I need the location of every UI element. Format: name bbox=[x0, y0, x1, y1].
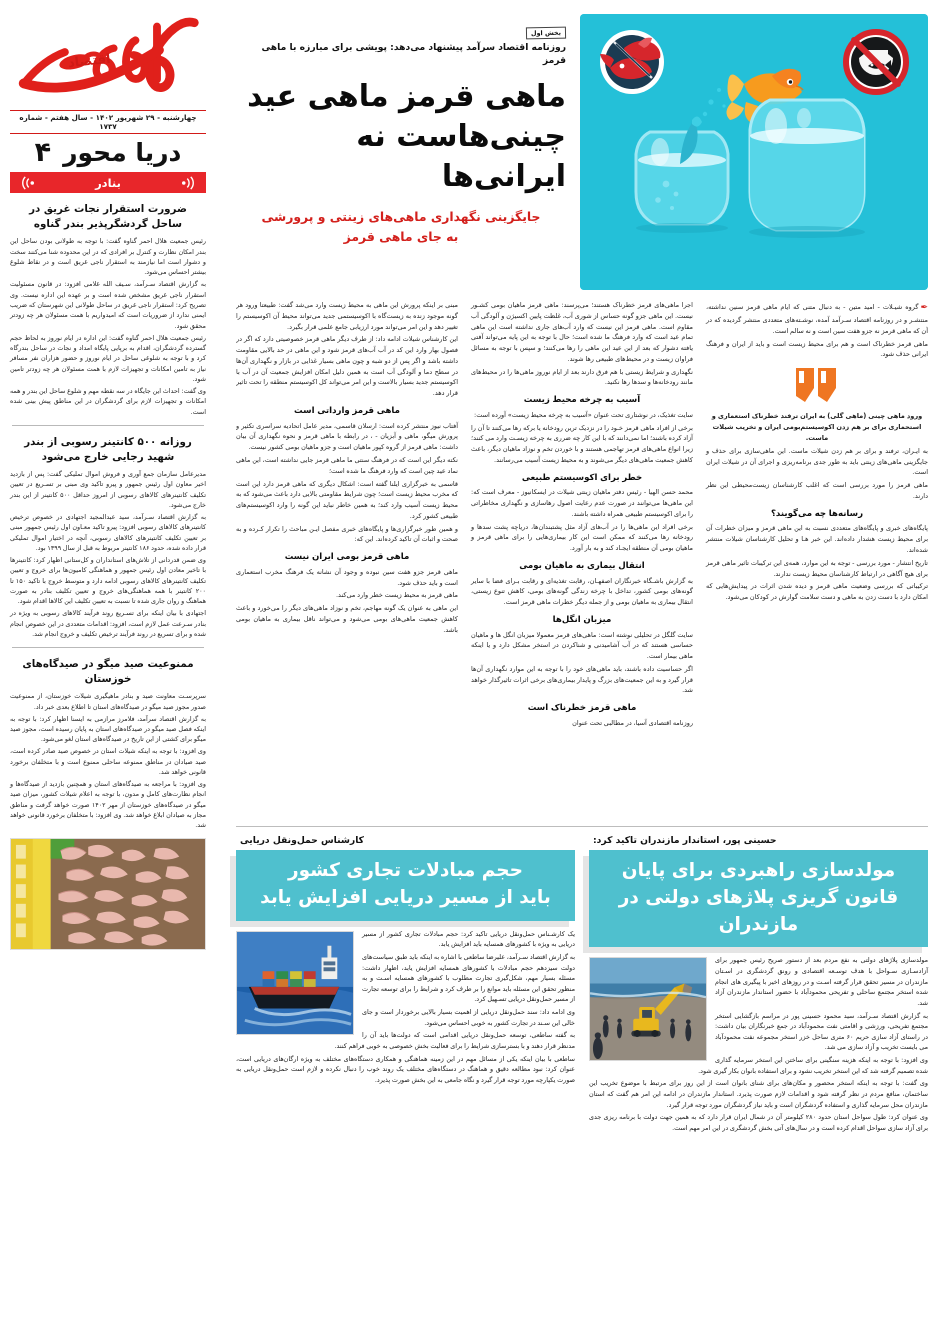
paragraph: محمد حسن الهیا - رئیس دفتر ماهیان زینتی شیلات در ایسکانیوز - معرف است که: این ماهی‌ها می‌توانند در صورت عدم رعایت اصول رهاسازی و نگهداری مخاطراتی را برای اکوسیستم طبیعی همراه داشته باشند. bbox=[471, 488, 693, 518]
paragraph: ماهی قرمز خطرناک است و هم برای محیط زیست است و باید از ایران و فرهنگ ایرانی حذف شود. bbox=[706, 339, 928, 359]
paragraph: برخی از افراد ماهی قرمز خـود را در نزدیک ترین رودخانه یا برکه رها می‌کنند تا آن را آزاد کرده باشند؛ اما نمی‌دانند که با این کار چه ضرری به چرخه زیسـت وارد می کنند؛ زیرا انواع ماهی‌های قرمز تهاجمی هستند و با خوردن تخم و نوزاد ماهیان دیگر، باعث کاهش جمعیت ماهی‌های دیگر می‌شوند و به محیط زیست آسیب می‌رسانند. bbox=[471, 423, 693, 464]
mazandaran-kicker: حسینی پور، استاندار مازندران تاکید کرد: bbox=[593, 835, 777, 846]
sidebar-column bbox=[0, 0, 218, 1333]
paragraph: وی ادامه داد: سند حمل‌ونقل دریایی از اهمیت بسیار بالایی برخوردار است و جای خالی این سـند در تجارت کشور به خوبی احساس می‌شود. bbox=[362, 1008, 575, 1027]
subhead-dangerous-fish: ماهی قرمز خطرناک است bbox=[527, 703, 637, 714]
paragraph: نکته دیگر این است که در فرهنگ سنتی ما ماهی قرمز جایی نداشته است، این ماهی نماد عید چین است که وارد فرهنگ ما شده است؛ bbox=[236, 455, 458, 475]
sidebar-article-3-headline bbox=[10, 657, 206, 687]
paragraph: ماهی قرمز جزو هفت سین نبوده و وجود آن نشانه یک فرهنگ مخرب استعماری است و باید حذف شود. bbox=[236, 567, 458, 587]
paragraph: برخی افراد این ماهی‌ها را در آب‌های آزاد مثل پشتبندان‌ها، دریاچه پشت سدها و رودخانه رها می‌کنند که ممکن است این کار بیماری‌هایی را برای ماهی قرمز و ماهیان بومی آن منطقه ایجـاد کند و به بار آورد. bbox=[471, 522, 693, 553]
subhead-mahi-varedati: ماهی قرمز وارداتی است bbox=[294, 406, 400, 417]
paragraph: وی ضمن قدردانی از تلاش‌های استانداران و کل‌ستانی اظهار کرد: کانتینرها با تاخیر معادن اول رئیس جمهور و هماهنگی کامیون‌ها برای خروج و تعیین تکلیف کانتینرهای کالاهای رسوبی ادامه دارد و متوسط خروج با تاکید ۱۵۰ تا ۲۰۰ کانتینر با همه هماهنگی‌های خروج و تعیین تکلیف بنادر به صورت هماهنگ و روان جاری شده تا نسبت به تعیین تکلیف این کالاها اقدام شود. bbox=[10, 555, 206, 606]
paragraph: به گزارش اقتصاد سـرآمد، سید محمود حسینی پور در مراسم بازگشایی استخر مجتمع تفریحی، ورزشی و اقامتی نفت محمودآباد در جمع خبرنگاران بیان داشت: در راستای آزاد سازی حریم ۶۰ متری ساحل خزر استخر مجموعه نفت محمودآباد می بایست تخریب و آزاد سازی می شد. bbox=[715, 1011, 928, 1052]
quote-mark-icon bbox=[794, 366, 840, 406]
paragraph-text: گروه شیـلات - امید متین - به دنبال متنی که ایام ماهی قرمز سنین نداشته، منتشـر و در روزنامه اقتصاد سـرآمد آمده، نوشـته‌های متعددی منتشر گردیده که در آن که ماهی قرمز نه جزو هفت سین است و نه سالم است. bbox=[706, 303, 928, 335]
paragraph: به ایـران، ترفند و برای بر هم زدن شیلات ماست. این ماهی‌سازی برای حذف و جایگزینی ماهی‌های زینتی باید به طور جدی برنامه‌ریزی و اجرای آن در شیلات ایران است. bbox=[706, 446, 928, 477]
paragraph: وی افزود: با توجه به اینکه هزینه سنگینی برای ساختن این استخر سرمایه گذاری شده تصمیم گرفته شد که این استخر تخریب نشود و برای استفاده بانوان بکار گیری شود. bbox=[698, 1056, 928, 1075]
mazandaran-body bbox=[589, 955, 928, 1135]
paragraph: به گزارش اقتصاد سـرآمد، سـیف الله غلامی افزود: در قانون مسئولیت استقرار ناجی غریق مشخص شده است و بر عهده این اداره نیست. وی تصریح کرد: استقرار ناجی غریق در ساحل طولانی این شهرستان که ضریب ایمنی ندارد از ضروریات است که امیدواریم با همت مسئولان هر چه زودتر محقق شود. bbox=[10, 280, 206, 330]
paragraph: به گزارش اقتصاد سـرآمد، سید عبدالمجید اجتهادی در خصوص ترخیص کانتینرهای کالاهای رسوبی افزود: پیرو تاکید معـاون اول رئیس جمهور مبنی بر تعیین تکلیف کانتینرهای کالاهای رسوبی، آنچه در اختیار اموال تملیکی قرار داده شده، حدود ۱۸۶ کانتینر مربوط به قبل از سال ۱۳۹۹ بود. bbox=[10, 512, 206, 553]
paragraph: وی گفت: احداث این جایگاه در سه نقطه مهم و شلوغ ساحل این بندر و همه امکانات و تجهیزات لازم برای گردشگران در این مناطق پیش بینی شده است. bbox=[10, 386, 206, 416]
page-number: ۴ bbox=[34, 137, 52, 169]
part-badge: بخش اول bbox=[526, 27, 566, 40]
paragraph: نگهداری و شرایط زیستی با هم فرق دارند بعد از ایام نوروز ماهی‌ها را در محیط‌های مانند رودخانه‌ها و سدها رها نکنید. bbox=[471, 367, 693, 387]
paragraph: تاریخ انتشار - مورد بررسی - توجه به این موارد، همه‌ی این ترکیبات تاثیر ماهی قرمز برای هیچ آگاهی در ارتباط کارشناسان محیط زیست ندارند. bbox=[706, 558, 928, 578]
paragraph: وی عنوان کرد: طول سواحل استان حدود ۲۸۰ کیلومتر آن در شمال ایران قرار دارد که به همین جهت دولت با برنامه ریزی جدی برای آزاد سازی سواحل اقدام کرده است و در سال‌های آتی بخش گردشگری در این امر مهم است. bbox=[589, 1113, 929, 1132]
paragraph: آفتاب نیوز منتشر کرده است: ارسلان قاسمی، مدیر عامل اتحادیه سراسری تکثیر و پرورش میگو، ماهی و آبزیان - ، در رابطه با ماهی قرمز و نحوه نگهداری آن بیان داشت: ماهی قرمز از گروه کپور ماهیان است و جزو ماهیان بومی کشور نیست. bbox=[236, 421, 458, 452]
sidebar-article-2-headline bbox=[10, 435, 206, 465]
column-left bbox=[706, 300, 928, 820]
sidebar-article-3 bbox=[10, 657, 206, 949]
signal-wave-left-icon bbox=[180, 176, 198, 190]
paragraph: سایت گلگل در تحلیلی نوشته است: ماهی‌های قرمز معمولا میزبان انگل ها و ماهیان حساسی هستند که در آب آشامیدنی و شناکردن در استخر مشکل دارد و یا اینکه ماهی بیمار است. bbox=[471, 630, 693, 661]
paragraph: این کارشناس شیلات ادامه داد: از طرف دیگر ماهی قرمز خصوصیتی دارد که اگر در فصول بهار وارد این کد در آب آب‌های قرمز شود و این ماهی در حد بالایی مقاومت داشته باشد و اگر پس از دو شبه و چون ماهی بسیار غذایی در بازار و نگهداری آن‌ها در سطح دما و آلودگی آب است به همین دلیل امکان افزایش جمعیت آن در آب با اکوسیستم جدید بسیار بالاست و این امر می‌تواند کل اکوسیستم منطقه را تحت تاثیر قرار دهد. bbox=[236, 335, 458, 398]
pull-quote: ورود ماهی چینی (ماهی گلی) به ایران ترفند خطرناک استعماری و استحماری برای بر هم زدن اکوسیستم‌بومی ایران و تخریب شیلات ماست. bbox=[711, 412, 923, 442]
beach-excavator-image bbox=[590, 958, 706, 1060]
bottom-article-shipping bbox=[236, 835, 575, 1135]
paragraph: به گزارش اقتصاد سـرآمد، علیرضا ساطعی با اشاره به اینکه باید طبق سیاست‌های دولت سیزدهم حجم مبادلات با کشورهای همسایه افزایش یابد، اظهار داشت: مسئله بسیار مهم، شکل‌گیری تجارت مطلوب با کشورهای همسایه اسـت و به منظور تحقق این مسئله باید موانع را بر طرف کرد و شرایط را برای توسعه تجارت از مسیر حمل‌ونقل دریایی تسـهیل کرد. bbox=[362, 952, 575, 1004]
paragraph: مولدسازی پلاژهای دولتی به نفع مردم بعد از دستور صریح رئیس جمهور برای آزادسـازی سـواحل با هدف توسـعه اقتصادی و رونق گردشگری در اسـتان مازندران در مسیر تحقق قرار گرفته اسـت و در روزهای اخیر با پیگیری های انجام شده استخر مجتمع ساحلی و تفریحی محمودآباد با حضور استاندار مازندران آزاد شد. bbox=[715, 956, 928, 1007]
main-content bbox=[218, 0, 933, 1333]
goldfish-bowls-illustration bbox=[580, 14, 928, 290]
headline-line: ضرورت استقرار نجات غریق در ساحل bbox=[29, 203, 187, 231]
paragraph: به گفته ساطعی، توسعه حمل‌ونقل دریایی اقدامی است که دولت‌ها باید آن را مدنظر قرار دهند و با بسترسازی شرایط را برای فعالیت بخش خصوصی به خوبی فراهم کنند. bbox=[334, 1031, 575, 1050]
divider bbox=[12, 647, 204, 648]
headline-line: ماهی قرمز ماهی عید bbox=[247, 78, 566, 114]
masthead bbox=[10, 10, 206, 106]
section-title: دریا محور bbox=[63, 138, 182, 168]
headline-line: قانون گریزی پلاژهای دولتی در مازندران bbox=[618, 886, 899, 935]
sidebar-article-1-headline bbox=[10, 202, 206, 232]
paragraph: ماهی قرمز را مورد بررسی است که اغلب کارشناسان زیست‌محیطی این نظر دارند. bbox=[706, 481, 928, 500]
lead-kicker: روزنامه اقتصاد سرآمد پیشنهاد می‌دهد: پویشی برای مبارزه با ماهی قرمز bbox=[261, 42, 566, 66]
category-bar bbox=[10, 172, 206, 193]
subhead-not-native: ماهی قرمز بومی ایران نیست bbox=[284, 552, 410, 563]
paragraph: سرپرسـت معاونت صید و بنادر ماهیگیری شیلات خوزستان، از ممنوعیت صدور مجوز صید میگو در صیدگاه‌های استان تا اطلاع بعدی خبر داد. bbox=[10, 692, 206, 711]
paragraph: پایگاه‌های خبری و پایگاه‌های متعددی نسبت به این ماهی قرمز و میزان خطرات آن برای محیط زیست هشدار داده‌اند. این خبر هـا و تحلیل کارشناسان شیلات منتشر شده‌اند. bbox=[706, 524, 928, 554]
headline-line: شهید رجایی خارج می‌شود bbox=[41, 451, 175, 464]
paragraph: اجرا ماهی‌های قرمز خطرناک هستند؛ می‌پرسند: ماهی قرمز ماهیان بومی کشـور نیست. این ماهی جزو گونه حساس از شوری آب، غلظت پایین اکسیژن و آلودگی آب مقاوم است. ماهی قرمز این نیست که وارد آب‌های جاری نداشته است این ماهی تمام عید است که وارد فرهنگ ما شده است؛ حال با توجه به این پایه می‌تواند آفتی یافته دشوار که بعد از این عید این ماهی را رها می‌کنند؛ و سپس با توجه به مسائل فراوان زیست و در محیط‌های طبیعی رها شوند. bbox=[471, 301, 693, 363]
paragraph: به گزارش اقتصاد سرآمد، فلامرز مرازمی به ایسنا اظهار کرد: با توجه به اینکه فصل صید میگو در صیدگاه‌های استان به پایان رسیده است، مجوز صید میگو برای کشتی از این تاریخ در صیدگاه‌های استان لغو می‌شود. bbox=[10, 714, 206, 744]
paragraph: مبنی بر اینکه پرورش این ماهی به محیط زیست وارد می‌شد گفت: طبیعتا ورود هر گونه موجود زنده به زیست‌گاه با اکوسیستمی جدید می‌تواند محیط آن اکوسیستم را تغییر دهد و این امر می‌تواند مورد ارزیابی جامع علمی قرار بگیرد. bbox=[236, 301, 458, 331]
headline-line: مولدسازی راهبردی برای پایان bbox=[621, 860, 896, 881]
lead-headline bbox=[236, 77, 566, 198]
headline-line: روزانه ۵۰۰ کانتینر رسوبی از بندر bbox=[24, 436, 192, 449]
shipping-kicker: کارشناس حمل‌ونقل دریایی bbox=[240, 835, 364, 846]
sidebar-article-3-body bbox=[10, 691, 206, 830]
beach-excavator-photo bbox=[589, 957, 707, 1061]
subhead-disease-transfer: انتقال بیماری به ماهیان بومی bbox=[519, 561, 645, 572]
paragraph: یک کارشـناس حمل‌ونقل دریایی تاکید کرد: حجم مبادلات تجاری کشور از مسیر دریایی به ویژه با کشورهای همسایه باید افزایش یابد. bbox=[362, 929, 575, 949]
paragraph: سایت تغذیک، در نوشتاری تحت عنوان «آسیب به چرخه محیط زیست» آورده است: bbox=[474, 410, 693, 419]
paragraph-with-lead-mark bbox=[706, 300, 928, 337]
mazandaran-headline bbox=[599, 858, 918, 938]
lead-article-columns bbox=[236, 300, 928, 820]
paragraph: به گزارش باشـگاه خبرنگاران اصفهـان، رقابت تغذیه‌ای و رقابت بـرای فضا با سایر گونه‌های بومی کشور، تداخل با چرخه زندگی گونه‌های بومی، کاهش تنوع زیستی، انتقال بیماری به ماهیان بومی و از جمله دیگر خطرات ماهی قرمز است. bbox=[471, 576, 693, 607]
paragraph: ترکیباتی که بررسی وضعیت ماهی قرمز و دیده شدن اثرات در پیدایش‌هایی که امکان دارد با دست زدن به ماهی و دست سلامت گوارش در کودکان می‌شود. bbox=[706, 582, 928, 602]
no-raw-fish-icon bbox=[600, 30, 664, 94]
shipping-headline-band bbox=[236, 850, 575, 921]
paragraph: این ماهی به عنوان یک گونه مهاجم، تخم و نوزاد ماهی‌های دیگر را می‌خورد و باعث کاهش جمعیت ماهی‌های بومی می‌شود و می‌تواند ناقل بیماری به ماهیان بومی باشد. bbox=[236, 604, 458, 634]
paragraph: رئیس جمعیت هلال احمر گناوه گفت: با توجه به طولانی بودن ساحل این بندر امکان نظارت و کنترل بر افرادی که در این محدوده شنا می‌کنند سخت و دشوار است اما نیازمند به استقرار ناجی غریق است و در نقاط شلوغ بیشتر احساس می‌شود. bbox=[10, 237, 206, 277]
container-ship-photo bbox=[236, 931, 354, 1035]
signal-wave-right-icon bbox=[18, 176, 36, 190]
dateline: چهارشنبه - ۲۹ شهریور ۱۴۰۲ - سال هفتم - شماره ۱۷۳۷ bbox=[10, 110, 206, 134]
shipping-headline bbox=[246, 858, 565, 912]
subhead-ecosystem-damage: آسیب به چرخه محیط زیست bbox=[523, 395, 641, 406]
paragraph: وی افزود: با مراجعه به صیدگاه‌های استان و همچنین بازدید از صیدگاه‌ها و انجام نظارت‌های کامل و مدون، با توجه به اعلام شیلات کشور، میزان صید میگو در صیدگاه‌های خوزستان از مهر ۱۴۰۲ صورت خواهد گرفت و مناطق مجاز به صیادان ابلاغ خواهد شد. وی افزود: با متخلفان برخورد قانونی خواهد شد. bbox=[9, 779, 206, 830]
small-fishbowl-icon bbox=[636, 116, 728, 233]
subheadline-line: به جای ماهی قرمز bbox=[343, 228, 459, 244]
subhead-natural-ecosystem-risk: خطر برای اکوسیستم طبیعی bbox=[521, 472, 643, 483]
mazandaran-headline-band bbox=[589, 850, 928, 947]
sidebar-article-1 bbox=[10, 202, 206, 417]
lead-article-top bbox=[236, 14, 928, 290]
paragraph: و همین طور خبرگزاری‌ها و پایگاه‌های خبری مفصل ایـن مباحث را تکرار کـرده و به صحت و اثبات آن تاکید کرده‌اند. این که: bbox=[236, 524, 458, 544]
sarmad-signature-icon: ✒ bbox=[920, 303, 928, 313]
divider bbox=[12, 425, 204, 426]
headline-line: ممنوعیت صید میگو bbox=[97, 658, 194, 671]
column-right bbox=[236, 300, 458, 820]
headline-line: حجم مبادلات تجاری کشور bbox=[288, 860, 523, 881]
headline-line: گردشگرپذیر بندر گناوه bbox=[33, 218, 148, 231]
paragraph: اگر حساسیت داده باشند، باید ماهی‌های خود را با توجه به این موارد نگهداری آن‌ها قرار گیرد و به این جمعیت‌های بزرگ و پایدار بیماری‌های برخی اثرات تاثیرگذار خواهد شد. bbox=[471, 664, 693, 695]
lead-subheadline bbox=[236, 207, 566, 245]
paragraph: روزنامه اقتصادی آسیا، در مطالبی تحت عنوان bbox=[572, 718, 693, 727]
lead-hero-image bbox=[580, 14, 928, 290]
paragraph: قاسمی به خبرگزاری ایلنا گفته است: اشکال دیگری که ماهی قرمز دارد این است که مخرب محیط زیست است؛ چون شرایط مقاومتی بالایی دارد باعث می‌شود که به محیط زیست آسیب وارد کند؛ به همین خاطر نباید این گونه را وارد اکوسیستم‌های طبیعی کشور کرد. bbox=[236, 479, 458, 520]
headline-line: باید از مسیر دریایی افزایش یابد bbox=[260, 886, 551, 908]
paragraph: وی گفت: با توجه به اینکه استخر محصور و مکان‌های برای شنای بانوان است از این روز برای مرتبط با موضوع تخریب این ساختمان، منافع مردم در نظر گرفته شود و اقدامات لازم صورت پذیرد. استاندار مازندران در ادامه این امر هم گفت که استان مازندران محل سرمایه گذاری و استفاده گردشگران است و باید نیاز گردشگران مورد توجه قرار گیرد. bbox=[589, 1079, 928, 1109]
shrimp-photo bbox=[10, 838, 206, 950]
subhead-what-media-say: رسانه‌ها چه می‌گویند؟ bbox=[770, 508, 864, 519]
headline-line: چینی‌هاست نه ایرانی‌ها bbox=[356, 118, 566, 195]
bottom-article-mazandaran bbox=[589, 835, 928, 1135]
category-label: بنادر bbox=[95, 175, 121, 190]
sidebar-article-1-body bbox=[10, 236, 206, 417]
column-middle bbox=[471, 300, 693, 820]
subhead-parasite-host: میزبان انگل‌ها bbox=[552, 614, 612, 625]
paragraph: رئیس جمعیت هلال احمر گناوه گفت: این اداره در ایام نوروز به لحاظ حجم گسترده گردشگران، اقدام به برپایی پایگاه امداد و نجات در ساحل بندرگاه کرد و با توجه به شلوغی ساحل در ایام نوروز و حضور هزاران نفر مسافر نیاز به تامین امکانات و تجهیزات لازم با همت مسئولان هر چه زودتر تامین شود. bbox=[10, 333, 206, 384]
headline-line: در صیدگاه‌های خوزستان bbox=[22, 658, 132, 686]
subheadline-line: جایگزینی نگهداری ماهی‌های زینتی و پرورشی bbox=[261, 209, 541, 225]
paragraph: ساطعی با بیان اینکه یکی از مسائل مهم در این زمینه هماهنگی و همکاری دستگاه‌های مختلف به ویژه ارگان‌های دریایی است، عنوان کرد: نبود مطالعه دقیق و هماهنگ در دستگاه‌های مختلف یک روند خوب را دنبال نکرده و لازم است حمل‌ونقل دریایی به صورت یکپارچه مورد توجه قرار گیرد و نگاه جامعی به این بخش صورت پذیرد. bbox=[236, 1054, 575, 1084]
lead-headline-block bbox=[236, 14, 566, 290]
shrimp-photo-image bbox=[11, 839, 205, 949]
section-header bbox=[10, 137, 206, 169]
sidebar-article-2-body bbox=[10, 469, 206, 640]
paragraph: مدیرعامل سازمان جمع آوری و فروش اموال تملیکی گفت: پس از بازدید اخیر معاون اول رئیس جمهور و پیرو تاکید وی مبنی بر تسـریع در تعیین تکلیف کانتینرهای کالاهای رسوبی از امروز حداقل ۵۰۰ کانتینر از این بندر خارج می‌شود. bbox=[10, 469, 206, 510]
paragraph: ماهی قرمز به محیط زیست خطر وارد می‌کند. bbox=[335, 591, 458, 600]
sidebar-article-2 bbox=[10, 435, 206, 639]
large-fishbowl-icon bbox=[749, 100, 865, 238]
logo-subtitle: اقتصاد bbox=[67, 51, 112, 72]
container-ship-image bbox=[237, 932, 353, 1034]
shipping-body bbox=[236, 929, 575, 1088]
paragraph: وی افزود: با توجه به اینکه شیلات استان در خصوص صید صادر کرده است، صید صیادان در مناطق ممنوعه ساحلی ممنوع است و با متخلفان برخورد قانونی خواهد شد. bbox=[10, 747, 206, 776]
bottom-articles bbox=[236, 826, 928, 1135]
paragraph: اجتهادی با بیان اینکه برای تسـریع روند فرآیند کالاهای رسوبی به ویژه در بنادر سـرعت عمل لازم است، افزود: اقدامات متعددی در این خصوص انجام شده و برای تسریع در روند فرآیند ترخیص تکلیف و خروج انجام شد. bbox=[10, 609, 206, 639]
no-fishbowl-icon bbox=[845, 31, 907, 93]
